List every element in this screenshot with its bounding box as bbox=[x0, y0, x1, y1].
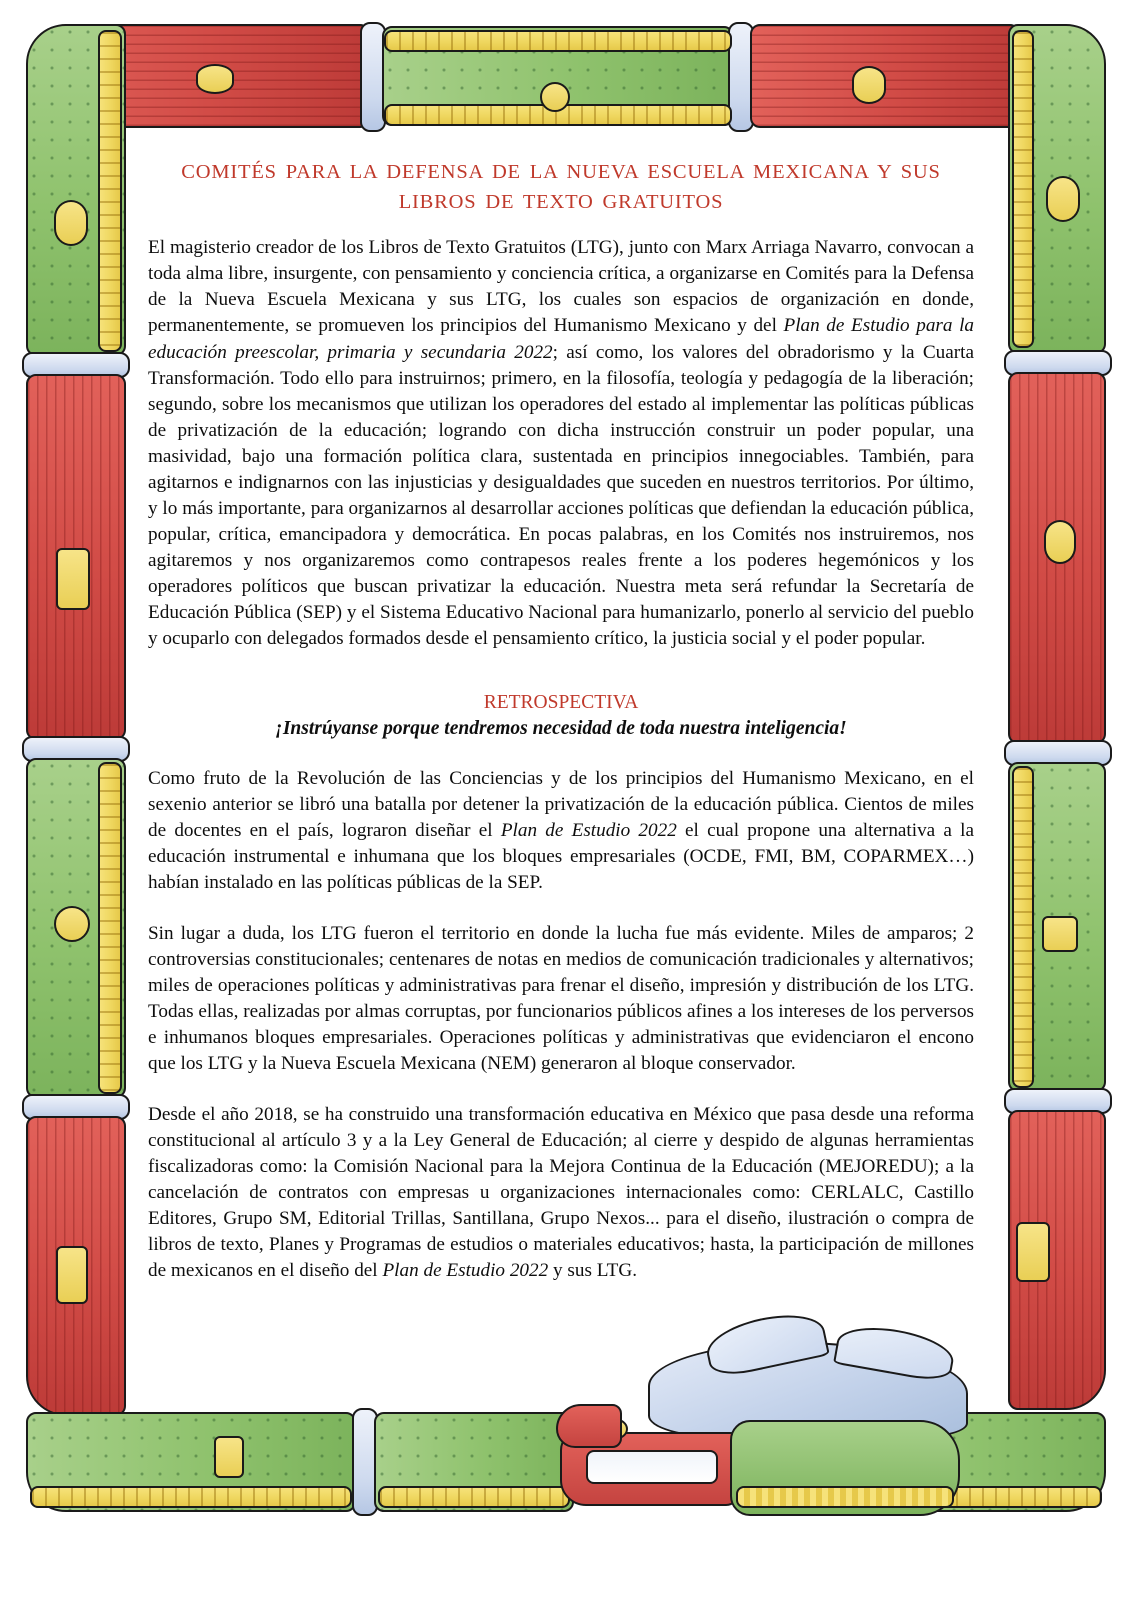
serpent-head-snout bbox=[556, 1404, 622, 1448]
border-right-green-lower bbox=[1008, 762, 1106, 1092]
retro-p1-text-a: Como fruto de la Revolución de las Conciencias y de los principios del Humanismo Mexicano, en el sexenio anterior se libró una batalla por detener la privatización de la educación pública. Cientos de miles de docentes en el país, lograron diseñar el bbox=[148, 767, 974, 841]
border-bottom-yellow-left bbox=[30, 1486, 352, 1508]
intro-italic-plan: Plan de Estudio para la educación preescolar, primaria y secundaria 2022 bbox=[148, 315, 974, 363]
serpent-head-body-link bbox=[730, 1420, 960, 1516]
border-ring-right-2 bbox=[1004, 740, 1112, 766]
glyph-top-right-1 bbox=[852, 66, 886, 104]
serpent-head-jaw bbox=[560, 1432, 740, 1506]
section-heading-retrospectiva: RETROSPECTIVA bbox=[483, 691, 639, 713]
border-ring-left-3 bbox=[22, 1094, 130, 1120]
border-top-yellow-band-2 bbox=[384, 104, 732, 126]
intro-text-b: ; así como, los valores del obradorismo y la Cuarta Transformación. Todo ello para instruirnos; primero, en la filosofía, teología y pedagogía de la liberación; segundo, sobre los mecanismos que utilizan los operadores del estado al implementar las políticas públicas de privatización de la educación; logrando con dicha instrucción construir un poder popular, una masividad, bajo una formación política clara, sustentada en principios innegociables. También, para agitarnos e indignarnos con las injusticias y desigualdades que suceden en nuestros territorios. Por último, y lo más importante, para organizarnos al desarrollar acciones políticas que defiendan la educación pública, popular, crítica, emancipadora y democrática. En pocas palabras, en los Comités nos instruiremos, nos agitaremos y nos organizaremos como contrapesos reales frente a los poderes hegemónicos y los operadores políticos que buscan privatizar la educación. Nuestra meta será refundar la Secretaría de Educación Pública (SEP) y el Sistema Educativo Nacional para humanizarlo, ponerlo al servicio del pueblo y ocuparlo con delegados formados desde el pensamiento crítico, la justicia social y el poder popular. bbox=[148, 341, 974, 649]
retro-p3-italic-plan: Plan de Estudio 2022 bbox=[382, 1259, 549, 1281]
paragraph-spacer-2 bbox=[148, 1090, 974, 1102]
border-right-green-upper bbox=[1008, 24, 1106, 354]
page-title: COMITÉS PARA LA DEFENSA DE LA NUEVA ESCUELA MEXICANA Y SUS LIBROS DE TEXTO GRATUITOS bbox=[181, 161, 941, 213]
border-right-red-bottom bbox=[1008, 1110, 1106, 1410]
intro-text-a: El magisterio creador de los Libros de Texto Gratuitos (LTG), junto con Marx Arriaga Navarro, convocan a toda alma libre, insurgente, con pensamiento y conciencia crítica, a organizarse en Comités para la Defensa de la Nueva Escuela Mexicana y sus LTG, los cuales son espacios de organización en donde, permanentemente, se promueven los principios del Humanismo Mexicano y del bbox=[148, 237, 974, 337]
serpent-head-mouth bbox=[586, 1450, 718, 1484]
border-left-green-upper bbox=[26, 24, 126, 356]
retro-p3-text-b: y sus LTG. bbox=[548, 1259, 638, 1281]
glyph-bottom-left bbox=[214, 1436, 244, 1478]
retrospectiva-paragraph-3 bbox=[148, 1102, 974, 1284]
border-bottom-yellow-mid bbox=[378, 1486, 570, 1508]
retro-p3-text-a: Desde el año 2018, se ha construido una transformación educativa en México que pasa desde una reforma constitucional al artículo 3 y a la Ley General de Educación; al cierre y despido de algunas herramientas fiscalizadoras como: la Comisión Nacional para la Mejora Continua de la Educación (MEJOREDU); a la cancelación de contratos con empresas u organizaciones internacionales como: CERLALC, Castillo Editores, Grupo SM, Editorial Trillas, Santillana, Grupo Nexos... para el diseño, ilustración o compra de libros de texto, Planes y Programas de estudios o materiales educativos; hasta, la participación de millones de mexicanos en el diseño del bbox=[148, 1103, 974, 1281]
intro-paragraph bbox=[148, 235, 974, 651]
border-left-red-bottom bbox=[26, 1116, 126, 1416]
glyph-right-bottom bbox=[1016, 1222, 1050, 1282]
glyph-left-upper bbox=[54, 200, 88, 246]
border-right-yellow-upper bbox=[1012, 30, 1034, 348]
border-top-red-right bbox=[750, 24, 1020, 128]
border-left-green-lower bbox=[26, 758, 126, 1098]
serpent-head-yellow-fringe bbox=[736, 1486, 954, 1508]
border-ring-right-3 bbox=[1004, 1088, 1112, 1114]
retro-p1-text-b: el cual propone una alternativa a la educación instrumental e inhumana que los bloques empresariales (OCDE, FMI, BM, COPARMEX…) habían instalado en las políticas públicas de la SEP. bbox=[148, 819, 974, 893]
glyph-left-bottom bbox=[56, 1246, 88, 1304]
section-subheading: ¡Instrúyanse porque tendremos necesidad de toda nuestra inteligencia! bbox=[275, 717, 847, 739]
border-top-red-left bbox=[30, 24, 370, 128]
border-ring-left-1 bbox=[22, 352, 130, 378]
border-ring-right-1 bbox=[1004, 350, 1112, 376]
border-bottom-green-right bbox=[820, 1412, 1106, 1512]
glyph-right-lower bbox=[1042, 916, 1078, 952]
paragraph-spacer-1 bbox=[148, 909, 974, 921]
glyph-top-left-1 bbox=[196, 64, 234, 94]
border-top-yellow-band bbox=[384, 30, 732, 52]
border-left-yellow-lower bbox=[98, 762, 122, 1094]
border-ring-top-1 bbox=[360, 22, 386, 132]
border-bottom-green-left bbox=[26, 1412, 356, 1512]
glyph-top-mid-1 bbox=[540, 82, 570, 112]
retrospectiva-paragraph-2: Sin lugar a duda, los LTG fueron el territorio en donde la lucha fue más evidente. Miles de amparos; 2 controversias constitucionales; centenares de notas en medios de comunicación tradicionales y alternativos; miles de operaciones políticas y administrativas para frenar el diseño, impresión y distribución de los LTG. Todas ellas, realizadas por almas corruptas, por funcionarios públicos afines a los intereses de los perversos e inhumanos bloques empresariales. Operaciones políticas y administrativas que evidenciaron el encono que los LTG y la Nueva Escuela Mexicana (NEM) generaron al bloque conservador. bbox=[148, 922, 974, 1074]
border-bottom-yellow-right bbox=[824, 1486, 1102, 1508]
border-top-green-mid bbox=[382, 26, 734, 126]
retrospectiva-paragraph-1 bbox=[148, 766, 974, 896]
border-left-red-mid bbox=[26, 374, 126, 740]
border-right-yellow-lower bbox=[1012, 766, 1034, 1088]
border-ring-top-2 bbox=[728, 22, 754, 132]
document-text-column bbox=[148, 158, 974, 1358]
serpent-head-eye bbox=[600, 1418, 628, 1440]
border-bottom-green-mid bbox=[374, 1412, 574, 1512]
glyph-left-mid bbox=[56, 548, 90, 610]
glyph-left-lower bbox=[54, 906, 90, 942]
retro-p1-italic-plan: Plan de Estudio 2022 bbox=[500, 819, 677, 841]
glyph-right-mid bbox=[1044, 520, 1076, 564]
border-ring-bottom-1 bbox=[352, 1408, 378, 1516]
glyph-right-upper bbox=[1046, 176, 1080, 222]
border-left-yellow-upper bbox=[98, 30, 122, 352]
border-right-red-mid bbox=[1008, 372, 1106, 744]
border-ring-left-2 bbox=[22, 736, 130, 762]
